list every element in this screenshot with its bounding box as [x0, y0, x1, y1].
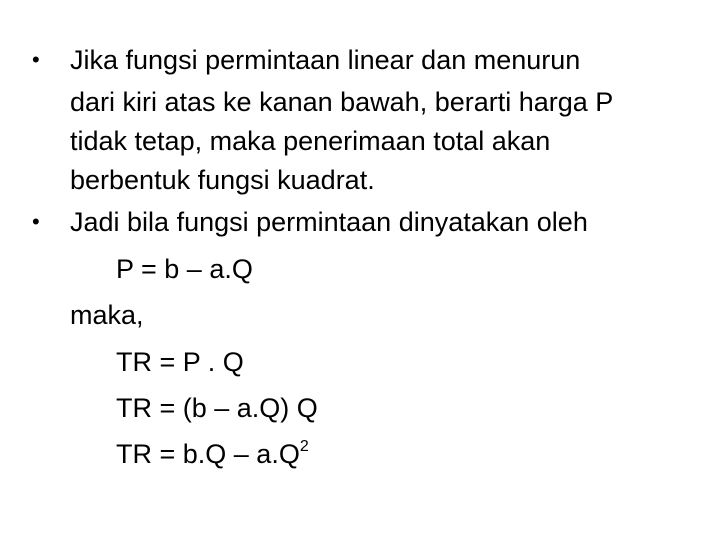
- bullet1-line2: dari kiri atas ke kanan bawah, berarti harga P: [70, 87, 614, 117]
- tr-equation-1: TR = P . Q: [116, 347, 244, 377]
- bullet1-line4: berbentuk fungsi kuadrat.: [70, 165, 375, 195]
- bullet1-line3: tidak tetap, maka penerimaan total akan: [70, 126, 551, 156]
- bullet1-line1: Jika fungsi permintaan linear dan menurun: [70, 45, 581, 75]
- tr-equation-3-exponent: 2: [299, 438, 309, 455]
- bullet2-line1: Jadi bila fungsi permintaan dinyatakan oleh: [70, 207, 588, 237]
- demand-equation: P = b – a.Q: [116, 254, 253, 284]
- tr-equation-3: [116, 438, 309, 470]
- tr-equation-3-base: TR = b.Q – a.Q: [116, 439, 300, 469]
- maka-label: maka,: [70, 300, 144, 330]
- tr-equation-2: TR = (b – a.Q) Q: [116, 393, 318, 423]
- bullet-marker: •: [32, 47, 40, 72]
- bullet-marker: •: [32, 209, 40, 234]
